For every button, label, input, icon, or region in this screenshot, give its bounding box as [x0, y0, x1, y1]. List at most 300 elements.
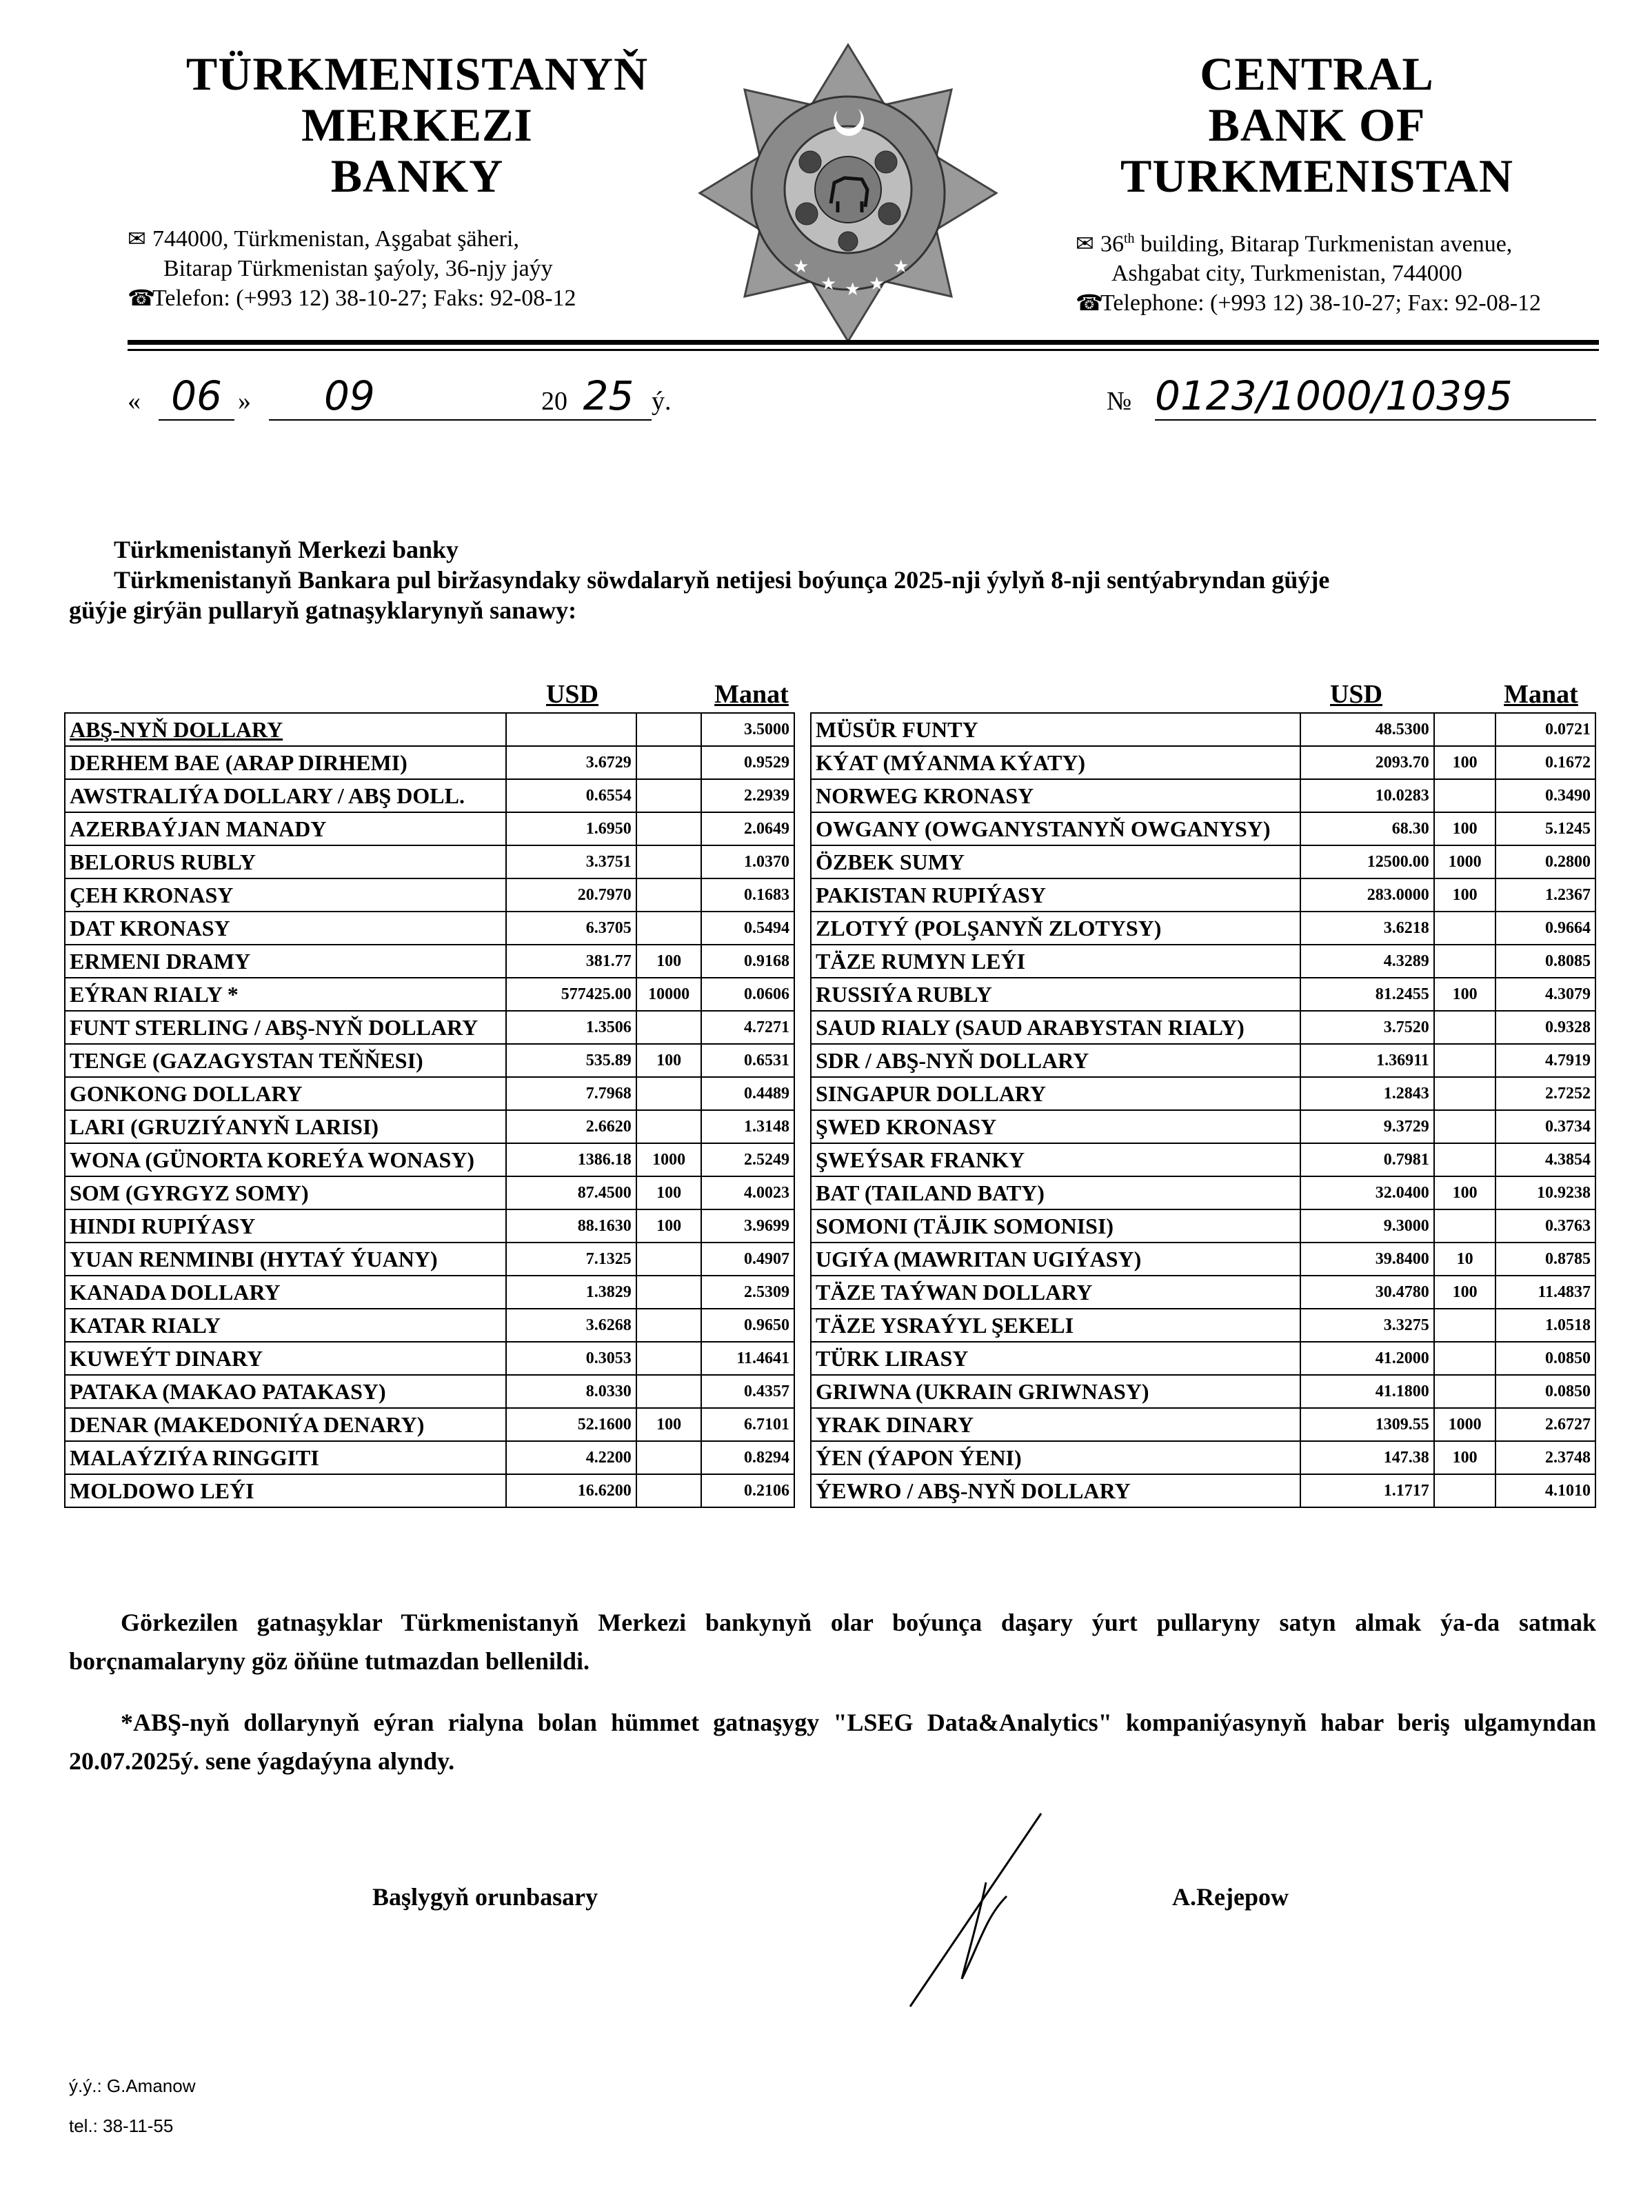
telephone-icon: ☎	[1076, 290, 1103, 316]
unit-quantity	[1434, 1342, 1496, 1375]
currency-name: ŞWEÝSAR FRANKY	[811, 1143, 1300, 1176]
manat-rate: 0.5494	[701, 912, 794, 945]
manat-rate: 4.1010	[1495, 1474, 1595, 1507]
usd-rate: 577425.00	[506, 978, 636, 1011]
manat-rate: 4.0023	[701, 1176, 794, 1209]
manat-rate: 0.9650	[701, 1309, 794, 1342]
signature-icon	[903, 1807, 1062, 2013]
usd-rate: 3.6268	[506, 1309, 636, 1342]
svg-text:★: ★	[893, 257, 909, 277]
usd-rate: 0.6554	[506, 779, 636, 812]
usd-rate: 3.6729	[506, 746, 636, 779]
manat-rate: 4.3854	[1495, 1143, 1595, 1176]
table-row	[65, 1110, 794, 1143]
manat-rate: 0.0721	[1495, 713, 1595, 746]
currency-name: PAKISTAN RUPIÝASY	[811, 878, 1300, 912]
table-row	[65, 1077, 794, 1110]
usd-rate: 2093.70	[1300, 746, 1434, 779]
currency-name: BAT (TAILAND BATY)	[811, 1176, 1300, 1209]
usd-rate: 9.3729	[1300, 1110, 1434, 1143]
right-address-block	[1076, 224, 1627, 318]
unit-quantity	[1434, 1110, 1496, 1143]
currency-name: OWGANY (OWGANYSTANYŇ OWGANYSY)	[811, 812, 1300, 845]
usd-rate: 1.3506	[506, 1011, 636, 1044]
table-row	[811, 1474, 1595, 1507]
unit-quantity: 100	[636, 1209, 702, 1243]
table-row	[811, 812, 1595, 845]
table-row	[811, 1375, 1595, 1408]
table-row	[811, 1044, 1595, 1077]
table-row	[811, 1276, 1595, 1309]
currency-name: ÝEWRO / ABŞ-NYŇ DOLLARY	[811, 1474, 1300, 1507]
currency-name: DAT KRONASY	[65, 912, 506, 945]
table-row	[65, 1011, 794, 1044]
unit-quantity	[636, 878, 702, 912]
usd-rate: 88.1630	[506, 1209, 636, 1243]
usd-rate: 9.3000	[1300, 1209, 1434, 1243]
currency-name: MÜSÜR FUNTY	[811, 713, 1300, 746]
unit-quantity: 100	[1434, 1176, 1496, 1209]
unit-quantity	[636, 779, 702, 812]
table-row	[811, 978, 1595, 1011]
manat-rate: 0.6531	[701, 1044, 794, 1077]
currency-name: SINGAPUR DOLLARY	[811, 1077, 1300, 1110]
unit-quantity	[636, 812, 702, 845]
usd-rate: 1.1717	[1300, 1474, 1434, 1507]
currency-name: DENAR (MAKEDONIÝA DENARY)	[65, 1408, 506, 1441]
currency-name: SDR / ABŞ-NYŇ DOLLARY	[811, 1044, 1300, 1077]
usd-rate: 32.0400	[1300, 1176, 1434, 1209]
usd-rate: 4.3289	[1300, 945, 1434, 978]
usd-rate: 1.3829	[506, 1276, 636, 1309]
left-phone-line: ☎Telefon: (+993 12) 38-10-27; Faks: 92-08-12	[128, 283, 652, 313]
table-row	[811, 713, 1595, 746]
manat-rate: 1.0370	[701, 845, 794, 878]
manat-rate: 0.3734	[1495, 1110, 1595, 1143]
currency-name: ZLOTYÝ (POLŞANYŇ ZLOTYSY)	[811, 912, 1300, 945]
year-mark: ý.	[652, 387, 672, 416]
currency-name: FUNT STERLING / ABŞ-NYŇ DOLLARY	[65, 1011, 506, 1044]
manat-rate: 0.9168	[701, 945, 794, 978]
unit-quantity: 100	[1434, 878, 1496, 912]
manat-rate: 11.4641	[701, 1342, 794, 1375]
date-field	[128, 372, 700, 428]
manat-rate: 2.2939	[701, 779, 794, 812]
currency-name: TENGE (GAZAGYSTAN TEŇŇESI)	[65, 1044, 506, 1077]
unit-quantity: 100	[636, 945, 702, 978]
usd-rate: 2.6620	[506, 1110, 636, 1143]
left-bank-title	[159, 48, 676, 201]
table-row	[65, 1309, 794, 1342]
currency-name: KÝAT (MÝANMA KÝATY)	[811, 746, 1300, 779]
table-row	[65, 779, 794, 812]
svg-text:★: ★	[869, 274, 885, 294]
unit-quantity: 100	[1434, 978, 1496, 1011]
usd-rate: 1.6950	[506, 812, 636, 845]
table-row	[811, 1441, 1595, 1474]
manat-rate: 0.4907	[701, 1243, 794, 1276]
manat-rate: 10.9238	[1495, 1176, 1595, 1209]
right-title-line2: BANK OF	[1208, 99, 1426, 151]
manat-rate: 4.7271	[701, 1011, 794, 1044]
table-row	[65, 713, 794, 746]
currency-name: HINDI RUPIÝASY	[65, 1209, 506, 1243]
unit-quantity	[636, 1441, 702, 1474]
unit-quantity	[1434, 945, 1496, 978]
table-row	[811, 1143, 1595, 1176]
manat-rate: 0.2800	[1495, 845, 1595, 878]
currency-name: ERMENI DRAMY	[65, 945, 506, 978]
currency-name: ŞWED KRONASY	[811, 1110, 1300, 1143]
manat-rate: 0.8085	[1495, 945, 1595, 978]
right-title-line3: TURKMENISTAN	[1120, 150, 1513, 202]
handwritten-signature	[903, 1807, 1062, 2013]
currency-name: SOMONI (TÄJIK SOMONISI)	[811, 1209, 1300, 1243]
currency-name: WONA (GÜNORTA KOREÝA WONASY)	[65, 1143, 506, 1176]
unit-quantity	[1434, 1044, 1496, 1077]
manat-rate: 6.7101	[701, 1408, 794, 1441]
table-row	[65, 945, 794, 978]
close-quote: »	[238, 387, 251, 416]
right-rates-table	[810, 712, 1596, 1508]
usd-rate: 1.2843	[1300, 1077, 1434, 1110]
right-address-line2: Ashgabat city, Turkmenistan, 744000	[1111, 261, 1462, 287]
left-address-block	[128, 224, 652, 313]
right-address-line1: ✉ 36th building, Bitarap Turkmenistan avenue,	[1076, 224, 1627, 259]
table-row	[65, 1408, 794, 1441]
left-address-line2: Bitarap Türkmenistan şaýoly, 36-njy jaýy	[163, 256, 553, 281]
manat-rate: 0.9529	[701, 746, 794, 779]
usd-rate: 81.2455	[1300, 978, 1434, 1011]
manat-rate: 3.5000	[701, 713, 794, 746]
currency-name: TÄZE YSRAÝYL ŞEKELI	[811, 1309, 1300, 1342]
usd-rate: 3.7520	[1300, 1011, 1434, 1044]
right-bank-title	[1062, 48, 1572, 201]
header-rule-thin	[128, 349, 1599, 351]
table-row	[65, 978, 794, 1011]
usd-rate: 535.89	[506, 1044, 636, 1077]
usd-rate: 30.4780	[1300, 1276, 1434, 1309]
manat-rate: 1.3148	[701, 1110, 794, 1143]
manat-rate: 2.0649	[701, 812, 794, 845]
table-row	[65, 1342, 794, 1375]
currency-name: ÖZBEK SUMY	[811, 845, 1300, 878]
usd-rate: 3.3275	[1300, 1309, 1434, 1342]
left-title-line2: MERKEZI	[301, 99, 533, 151]
manat-rate: 0.0850	[1495, 1342, 1595, 1375]
unit-quantity	[636, 912, 702, 945]
unit-quantity	[1434, 779, 1496, 812]
table-row	[811, 746, 1595, 779]
unit-quantity	[1434, 1209, 1496, 1243]
right-rates-body	[811, 713, 1595, 1507]
usd-rate: 87.4500	[506, 1176, 636, 1209]
usd-rate	[506, 713, 636, 746]
unit-quantity: 100	[636, 1044, 702, 1077]
currency-name: ÝEN (ÝAPON ÝENI)	[811, 1441, 1300, 1474]
executor-name: ý.ý.: G.Amanow	[69, 2075, 196, 2096]
currency-name: AZERBAÝJAN MANADY	[65, 812, 506, 845]
unit-quantity	[636, 1375, 702, 1408]
table-row	[811, 945, 1595, 978]
left-address-line1: ✉ 744000, Türkmenistan, Aşgabat şäheri,	[128, 224, 652, 254]
telephone-icon: ☎	[128, 285, 155, 310]
manat-rate: 0.2106	[701, 1474, 794, 1507]
manat-rate: 0.3763	[1495, 1209, 1595, 1243]
heading-line3: güýje girýän pullaryň gatnaşyklarynyň sanawy:	[69, 596, 577, 624]
usd-rate: 16.6200	[506, 1474, 636, 1507]
unit-quantity: 1000	[1434, 1408, 1496, 1441]
currency-name: AWSTRALIÝA DOLLARY / ABŞ DOLL.	[65, 779, 506, 812]
table-row	[811, 1209, 1595, 1243]
usd-rate: 7.7968	[506, 1077, 636, 1110]
currency-name: BELORUS RUBLY	[65, 845, 506, 878]
table-row	[811, 1011, 1595, 1044]
signer-name: A.Rejepow	[1172, 1883, 1289, 1911]
manat-rate: 1.0518	[1495, 1309, 1595, 1342]
usd-rate: 4.2200	[506, 1441, 636, 1474]
emblem-star-icon	[696, 41, 1000, 345]
number-sign: №	[1107, 387, 1132, 416]
currency-name: NORWEG KRONASY	[811, 779, 1300, 812]
usd-rate: 39.8400	[1300, 1243, 1434, 1276]
svg-text:★: ★	[845, 279, 861, 300]
unit-quantity	[1434, 1375, 1496, 1408]
left-title-line1: TÜRKMENISTANYŇ	[185, 48, 649, 100]
usd-rate: 6.3705	[506, 912, 636, 945]
table-row	[65, 812, 794, 845]
document-number: 0123/1000/10395	[1155, 372, 1596, 421]
unit-quantity	[1434, 912, 1496, 945]
central-bank-emblem	[696, 41, 1000, 345]
envelope-icon: ✉	[1076, 231, 1094, 257]
open-quote: «	[128, 387, 141, 416]
table-row	[811, 1243, 1595, 1276]
table-row	[65, 845, 794, 878]
usd-rate: 8.0330	[506, 1375, 636, 1408]
currency-name: SOM (GYRGYZ SOMY)	[65, 1176, 506, 1209]
table-row	[811, 1077, 1595, 1110]
right-phone-line: ☎Telephone: (+993 12) 38-10-27; Fax: 92-08-12	[1076, 288, 1627, 318]
table-row	[811, 845, 1595, 878]
table-row	[65, 912, 794, 945]
table-row	[65, 878, 794, 912]
heading-line1: Türkmenistanyň Merkezi banky	[114, 536, 459, 563]
usd-rate: 283.0000	[1300, 878, 1434, 912]
table-row	[811, 1408, 1595, 1441]
currency-name: LARI (GRUZIÝANYŇ LARISI)	[65, 1110, 506, 1143]
usd-rate: 12500.00	[1300, 845, 1434, 878]
unit-quantity: 100	[636, 1408, 702, 1441]
svg-text:★: ★	[793, 257, 809, 277]
manat-rate: 5.1245	[1495, 812, 1595, 845]
svg-text:★: ★	[820, 274, 837, 294]
unit-quantity: 10	[1434, 1243, 1496, 1276]
manat-rate: 0.9664	[1495, 912, 1595, 945]
table-row	[65, 1243, 794, 1276]
heading-line2: Türkmenistanyň Bankara pul biržasyndaky söwdalaryň netijesi boýunça 2025-nji ýylyň 8-nji sentýabryndan güýje	[114, 566, 1330, 594]
unit-quantity: 1000	[636, 1143, 702, 1176]
currency-name: YUAN RENMINBI (HYTAÝ ÝUANY)	[65, 1243, 506, 1276]
unit-quantity: 100	[1434, 1441, 1496, 1474]
left-manat-header: Manat	[714, 680, 789, 709]
usd-rate: 147.38	[1300, 1441, 1434, 1474]
year-prefix: 20	[541, 387, 567, 416]
table-row	[65, 1209, 794, 1243]
unit-quantity: 100	[636, 1176, 702, 1209]
currency-name: MOLDOWO LEÝI	[65, 1474, 506, 1507]
unit-quantity	[636, 845, 702, 878]
usd-rate: 0.7981	[1300, 1143, 1434, 1176]
currency-name: ÇEH KRONASY	[65, 878, 506, 912]
table-row	[65, 1143, 794, 1176]
envelope-icon: ✉	[128, 226, 146, 251]
table-row	[65, 1375, 794, 1408]
table-row	[811, 1342, 1595, 1375]
left-rates-body	[65, 713, 794, 1507]
manat-rate: 1.2367	[1495, 878, 1595, 912]
unit-quantity	[636, 1309, 702, 1342]
table-row	[811, 1309, 1595, 1342]
usd-rate: 3.3751	[506, 845, 636, 878]
table-row	[811, 878, 1595, 912]
table-row	[811, 1110, 1595, 1143]
left-usd-header: USD	[545, 680, 599, 709]
unit-quantity	[1434, 713, 1496, 746]
date-year: 25	[569, 372, 648, 421]
currency-name: YRAK DINARY	[811, 1408, 1300, 1441]
unit-quantity	[636, 746, 702, 779]
date-day: 06	[159, 372, 234, 421]
table-row	[65, 1044, 794, 1077]
usd-rate: 20.7970	[506, 878, 636, 912]
unit-quantity	[1434, 1077, 1496, 1110]
manat-rate: 0.4489	[701, 1077, 794, 1110]
table-row	[65, 1176, 794, 1209]
right-manat-header: Manat	[1504, 680, 1578, 709]
currency-name: MALAÝZIÝA RINGGITI	[65, 1441, 506, 1474]
signer-title: Başlygyň orunbasary	[372, 1883, 598, 1911]
manat-rate: 2.5309	[701, 1276, 794, 1309]
currency-name: PATAKA (MAKAO PATAKASY)	[65, 1375, 506, 1408]
manat-rate: 2.3748	[1495, 1441, 1595, 1474]
unit-quantity	[636, 1474, 702, 1507]
footnote-obligations: Görkezilen gatnaşyklar Türkmenistanyň Merkezi bankynyň olar boýunça daşary ýurt pullaryny satyn almak ýa-da satmak borçnamalaryny göz öňüne tutmazdan bellenildi.	[69, 1609, 1596, 1675]
date-month: 09	[269, 372, 652, 421]
unit-quantity: 100	[1434, 746, 1496, 779]
usd-rate: 381.77	[506, 945, 636, 978]
currency-name: TÄZE TAÝWAN DOLLARY	[811, 1276, 1300, 1309]
left-title-line3: BANKY	[330, 150, 504, 202]
unit-quantity: 100	[1434, 1276, 1496, 1309]
usd-rate: 41.2000	[1300, 1342, 1434, 1375]
document-number-field	[1107, 372, 1603, 428]
unit-quantity	[1434, 1143, 1496, 1176]
manat-rate: 2.6727	[1495, 1408, 1595, 1441]
right-title-line1: CENTRAL	[1200, 48, 1434, 100]
usd-rate: 48.5300	[1300, 713, 1434, 746]
currency-name: RUSSIÝA RUBLY	[811, 978, 1300, 1011]
currency-name: KATAR RIALY	[65, 1309, 506, 1342]
header-rule-thick	[128, 340, 1599, 345]
usd-rate: 1386.18	[506, 1143, 636, 1176]
manat-rate: 2.5249	[701, 1143, 794, 1176]
usd-rate: 1.36911	[1300, 1044, 1434, 1077]
unit-quantity	[636, 1011, 702, 1044]
usd-rate: 41.1800	[1300, 1375, 1434, 1408]
currency-name: EÝRAN RIALY *	[65, 978, 506, 1011]
currency-name: DERHEM BAE (ARAP DIRHEMI)	[65, 746, 506, 779]
table-row	[811, 1176, 1595, 1209]
table-row	[65, 1474, 794, 1507]
unit-quantity: 100	[1434, 812, 1496, 845]
table-row	[65, 1276, 794, 1309]
currency-name: TÜRK LIRASY	[811, 1342, 1300, 1375]
manat-rate: 0.8294	[701, 1441, 794, 1474]
unit-quantity	[1434, 1011, 1496, 1044]
manat-rate: 0.4357	[701, 1375, 794, 1408]
currency-name: KANADA DOLLARY	[65, 1276, 506, 1309]
manat-rate: 0.0850	[1495, 1375, 1595, 1408]
list-heading	[69, 534, 1586, 625]
manat-rate: 0.3490	[1495, 779, 1595, 812]
usd-rate: 52.1600	[506, 1408, 636, 1441]
manat-rate: 0.1683	[701, 878, 794, 912]
usd-rate: 1309.55	[1300, 1408, 1434, 1441]
unit-quantity: 1000	[1434, 845, 1496, 878]
unit-quantity: 10000	[636, 978, 702, 1011]
unit-quantity	[636, 1110, 702, 1143]
right-usd-header: USD	[1329, 680, 1383, 709]
manat-rate: 4.3079	[1495, 978, 1595, 1011]
unit-quantity	[636, 1243, 702, 1276]
currency-name: TÄZE RUMYN LEÝI	[811, 945, 1300, 978]
currency-name: UGIÝA (MAWRITAN UGIÝASY)	[811, 1243, 1300, 1276]
usd-rate: 10.0283	[1300, 779, 1434, 812]
manat-rate: 3.9699	[701, 1209, 794, 1243]
manat-rate: 4.7919	[1495, 1044, 1595, 1077]
unit-quantity	[636, 1077, 702, 1110]
manat-rate: 0.9328	[1495, 1011, 1595, 1044]
unit-quantity	[636, 1276, 702, 1309]
unit-quantity	[1434, 1474, 1496, 1507]
manat-rate: 0.1672	[1495, 746, 1595, 779]
currency-name: ABŞ-NYŇ DOLLARY	[65, 713, 506, 746]
footnote-iran-rial: *ABŞ-nyň dollarynyň eýran rialyna bolan hümmet gatnaşygy "LSEG Data&Analytics" kompaniýasynyň habar beriş ulgamyndan 20.07.2025ý. sene ýagdaýyna alyndy.	[69, 1709, 1596, 1775]
left-rates-table	[64, 712, 795, 1508]
currency-name: GRIWNA (UKRAIN GRIWNASY)	[811, 1375, 1300, 1408]
usd-rate: 0.3053	[506, 1342, 636, 1375]
currency-name: KUWEÝT DINARY	[65, 1342, 506, 1375]
unit-quantity	[636, 713, 702, 746]
table-row	[65, 746, 794, 779]
unit-quantity	[1434, 1309, 1496, 1342]
manat-rate: 0.0606	[701, 978, 794, 1011]
table-row	[65, 1441, 794, 1474]
usd-rate: 68.30	[1300, 812, 1434, 845]
unit-quantity	[636, 1342, 702, 1375]
manat-rate: 11.4837	[1495, 1276, 1595, 1309]
manat-rate: 2.7252	[1495, 1077, 1595, 1110]
table-row	[811, 779, 1595, 812]
usd-rate: 3.6218	[1300, 912, 1434, 945]
manat-rate: 0.8785	[1495, 1243, 1595, 1276]
executor-phone: tel.: 38-11-55	[69, 2115, 174, 2136]
currency-name: GONKONG DOLLARY	[65, 1077, 506, 1110]
currency-name: SAUD RIALY (SAUD ARABYSTAN RIALY)	[811, 1011, 1300, 1044]
table-row	[811, 912, 1595, 945]
usd-rate: 7.1325	[506, 1243, 636, 1276]
